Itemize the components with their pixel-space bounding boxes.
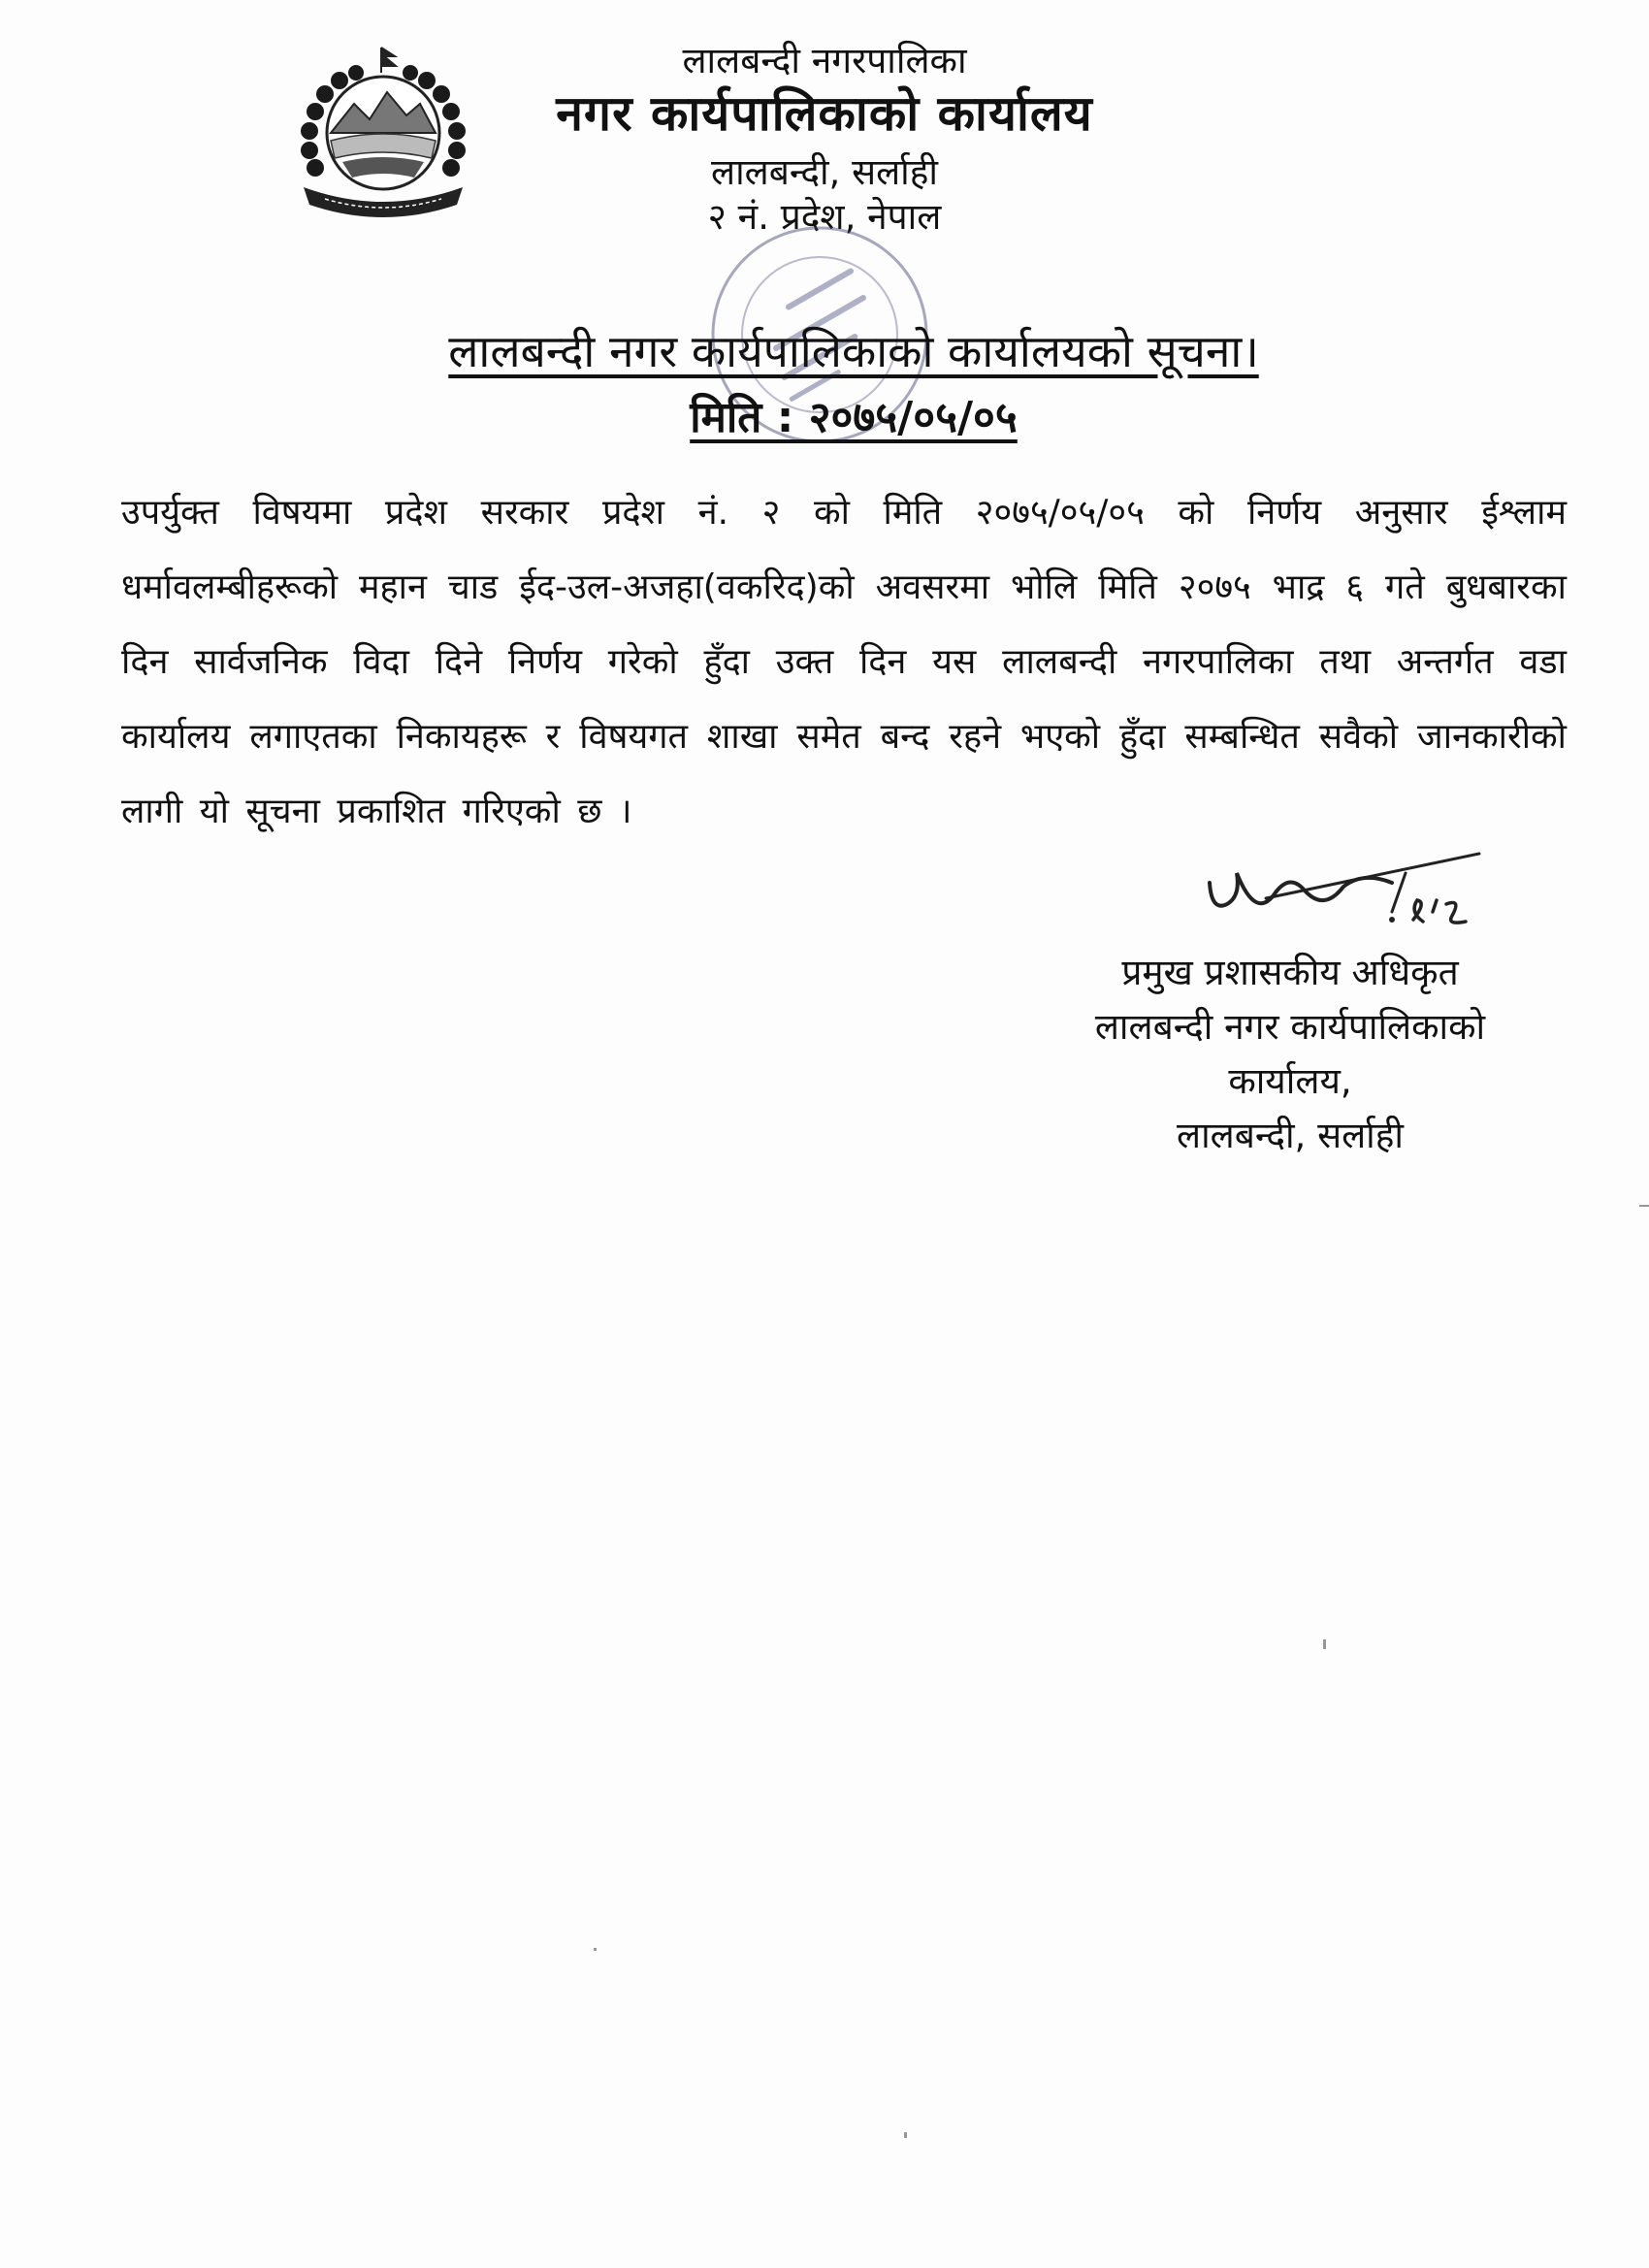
office-name: नगर कार्यपालिकाको कार्यालय <box>556 85 1093 143</box>
scan-artifact <box>1323 1639 1326 1649</box>
signatory-office-line2: कार्यालय, <box>1228 1060 1352 1102</box>
scan-artifact <box>904 2132 907 2138</box>
province-line: २ नं. प्रदेश, नेपाल <box>707 196 942 238</box>
signatory-location: लालबन्दी, सर्लाही <box>1177 1115 1404 1156</box>
signatory-block <box>989 946 1591 1163</box>
signatory-designation: प्रमुख प्रशासकीय अधिकृत <box>1121 952 1459 993</box>
scan-artifact <box>1639 1205 1649 1207</box>
signatory-office-line1: लालबन्दी नगर कार्यपालिकाको <box>1094 1006 1486 1048</box>
municipality-name: लालबन्दी नगरपालिका <box>682 40 967 81</box>
scan-artifact <box>594 1948 597 1951</box>
notice-title: लालबन्दी नगर कार्यपालिकाको कार्यालयको सूचना। <box>448 325 1259 377</box>
office-address: लालबन्दी, सर्लाही <box>711 150 938 193</box>
nepal-government-emblem-icon <box>286 44 480 228</box>
notice-date: मिति : २०७५/०५/०५ <box>690 393 1018 442</box>
notice-body: उपर्युक्त विषयमा प्रदेश सरकार प्रदेश नं. २ को मिति २०७५/०५/०५ को निर्णय अनुसार ईश्लाम धर्मावलम्बीहरूको महान चाड ईद-उल-अजहा(वकरिद)को अवसरमा भोलि मिति २०७५ भाद्र ६ गते बुधबारका दिन सार्वजनिक विदा दिने निर्णय गरेको हुँदा उक्त दिन यस लालबन्दी नगरपालिका तथा अन्तर्गत वडा कार्यालय लगाएतका निकायहरू र विषयगत शाखा समेत बन्द रहने भएको हुँदा सम्बन्धित सवैको जानकारीको लागी यो सूचना प्रकाशित गरिएको छ । <box>121 493 1567 831</box>
handwritten-signature-icon <box>1198 844 1489 960</box>
